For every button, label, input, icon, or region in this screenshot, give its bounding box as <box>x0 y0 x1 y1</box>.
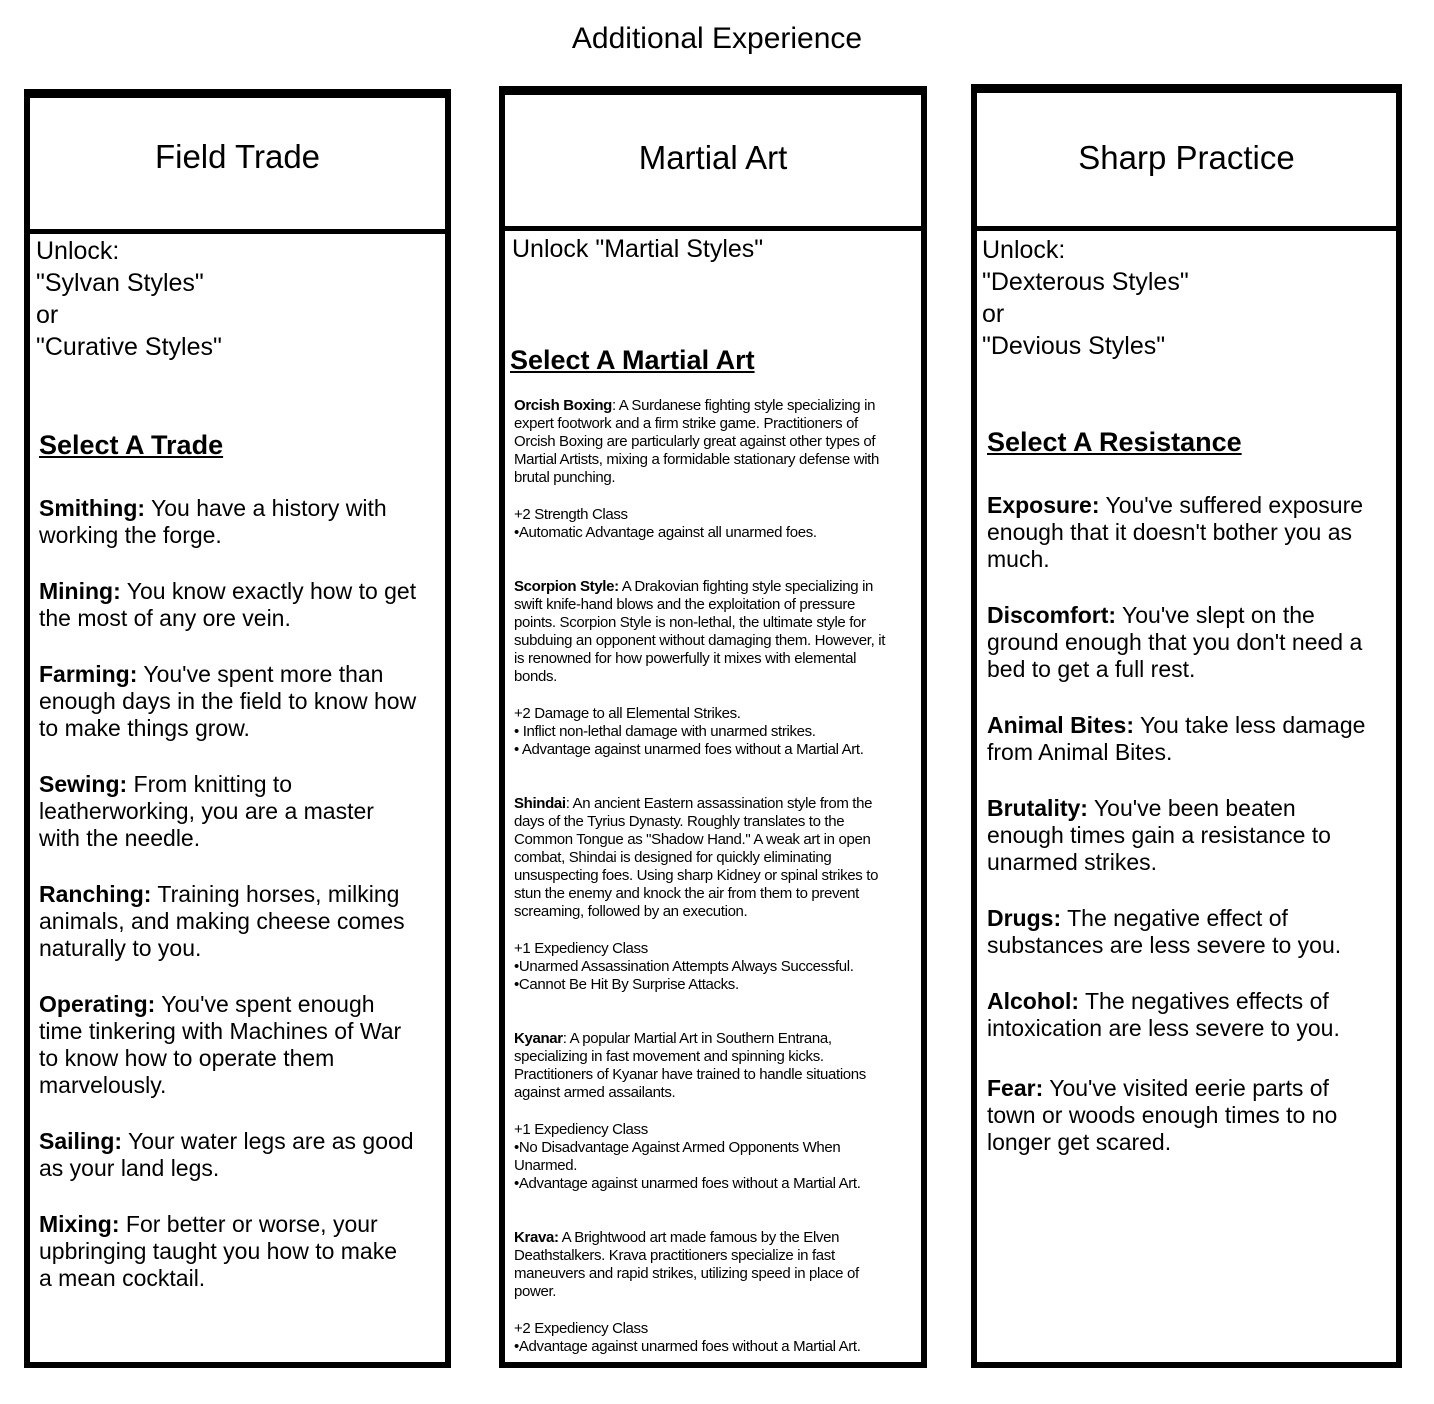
entry-description: You've spent enough time tinkering with Machines of War to know how to operate them marvelously. <box>39 991 402 1098</box>
entry-description: From knitting to leatherworking, you are a master with the needle. <box>39 771 374 851</box>
entry-description: : A Surdanese fighting style specializing in expert footwork and a firm strike game. Practitioners of Orcish Boxing are particularly great against other types of Martial Artists, mixing a formidable stationary defense with brutal punching. <box>514 397 879 486</box>
card-header <box>30 98 445 234</box>
martial-art-entry <box>514 1229 859 1301</box>
entry-description: Training horses, milking animals, and making cheese comes naturally to you. <box>39 881 405 961</box>
entry-description: You take less damage from Animal Bites. <box>987 712 1366 765</box>
entry-name: Drugs: <box>987 905 1062 931</box>
entry-name: Shindai <box>514 795 566 812</box>
entry-description: Your water legs are as good as your land legs. <box>39 1128 414 1181</box>
entry-name: Sewing: <box>39 771 128 797</box>
unlock-text: Unlock: "Sylvan Styles" or "Curative Styles" <box>36 237 222 361</box>
entry-name: Discomfort: <box>987 602 1117 628</box>
martial-art-entry <box>514 795 878 921</box>
card-title: Martial Art <box>638 139 788 176</box>
entry-description: A Drakovian fighting style specializing in swift knife-hand blows and the exploitation of pressure points. Scorpion Style is non-lethal, the ultimate style for subduing an opponent without damaging them. However, it is renowned for how powerfully it mixes with elemental bonds. <box>514 578 886 685</box>
entry-description: You've visited eerie parts of town or woods enough times to no longer get scared. <box>987 1075 1338 1155</box>
martial-art-entry <box>514 397 879 487</box>
martial-art-bonus: +2 Damage to all Elemental Strikes. • Inflict non-lethal damage with unarmed strikes. • Advantage against unarmed foes without a Martial Art. <box>514 705 864 758</box>
entry-description: You've spent more than enough days in the field to know how to make things grow. <box>39 661 417 741</box>
entry-name: Mining: <box>39 578 121 604</box>
martial-art-bonus: +2 Expediency Class •Advantage against unarmed foes without a Martial Art. <box>514 1320 861 1355</box>
entry-name: Alcohol: <box>987 988 1079 1014</box>
entry-name: Ranching: <box>39 881 152 907</box>
martial-art-entry <box>514 578 885 686</box>
entry-name: Operating: <box>39 991 156 1017</box>
section-heading: Select A Resistance <box>987 427 1242 457</box>
martial-art-bonus: +1 Expediency Class •Unarmed Assassination Attempts Always Successful. •Cannot Be Hit By Surprise Attacks. <box>514 940 854 993</box>
entry-name: Fear: <box>987 1075 1044 1101</box>
entry-name: Sailing: <box>39 1128 123 1154</box>
entry-name: Animal Bites: <box>987 712 1134 738</box>
entry-name: Brutality: <box>987 795 1088 821</box>
trade-entry <box>39 771 374 852</box>
trade-entry <box>39 578 416 632</box>
unlock-text: Unlock: "Dexterous Styles" or "Devious Styles" <box>982 236 1189 360</box>
entry-description: You know exactly how to get the most of any ore vein. <box>39 578 417 631</box>
resistance-entry <box>987 795 1331 876</box>
martial-art-entry <box>514 1030 866 1102</box>
entry-description: : A popular Martial Art in Southern Entrana, specializing in fast movement and spinning kicks. Practitioners of Kyanar have trained to handle situations against armed assailants. <box>514 1030 866 1101</box>
martial-art-bonus: +1 Expediency Class •No Disadvantage Against Armed Opponents When Unarmed. •Advantage against unarmed foes without a Martial Art. <box>514 1121 861 1192</box>
trade-entry <box>39 661 416 742</box>
resistance-entry <box>987 988 1340 1042</box>
unlock-text: Unlock "Martial Styles" <box>512 235 764 263</box>
entry-name: Smithing: <box>39 495 146 521</box>
entry-name: Exposure: <box>987 492 1100 518</box>
entry-name: Scorpion Style: <box>514 578 619 595</box>
resistance-entry <box>987 602 1362 683</box>
entry-name: Krava: <box>514 1229 559 1246</box>
resistance-entry <box>987 492 1363 573</box>
entry-description: The negatives effects of intoxication are less severe to you. <box>987 988 1340 1041</box>
entry-description: For better or worse, your upbringing taught you how to make a mean cocktail. <box>39 1211 398 1291</box>
entry-description: A Brightwood art made famous by the Elven Deathstalkers. Krava practitioners specialize in fast maneuvers and rapid strikes, utilizing speed in place of power. <box>514 1229 859 1300</box>
resistance-entry <box>987 712 1365 766</box>
card-title: Field Trade <box>154 138 321 175</box>
entry-name: Farming: <box>39 661 138 687</box>
entry-description: : An ancient Eastern assassination style from the days of the Tyrius Dynasty. Roughly translates to the Common Tongue as "Shadow Hand." A weak art in open combat, Shindai is designed for quickly eliminating unsuspecting foes. Using sharp Kidney or spinal strikes to stun the enemy and knock the air from them to prevent screaming, followed by an execution. <box>514 795 879 920</box>
entry-description: You have a history with working the forge. <box>39 495 387 548</box>
entry-name: Kyanar <box>514 1030 563 1047</box>
card-header <box>977 93 1396 231</box>
entry-description: You've suffered exposure enough that it doesn't bother you as much. <box>987 492 1364 572</box>
page-title: Additional Experience <box>571 22 863 55</box>
trade-entry <box>39 1211 397 1292</box>
martial-art-bonus: +2 Strength Class •Automatic Advantage against all unarmed foes. <box>514 506 817 541</box>
resistance-entry <box>987 1075 1337 1156</box>
entry-description: The negative effect of substances are less severe to you. <box>987 905 1342 958</box>
entry-description: You've been beaten enough times gain a resistance to unarmed strikes. <box>987 795 1331 875</box>
trade-entry <box>39 881 405 962</box>
entry-description: You've slept on the ground enough that you don't need a bed to get a full rest. <box>987 602 1363 682</box>
entry-name: Orcish Boxing <box>514 397 612 414</box>
section-heading: Select A Martial Art <box>510 345 755 375</box>
card-title: Sharp Practice <box>1078 139 1295 176</box>
entry-name: Mixing: <box>39 1211 120 1237</box>
card-header <box>505 95 921 231</box>
trade-entry <box>39 1128 414 1182</box>
section-heading: Select A Trade <box>39 430 224 460</box>
resistance-entry <box>987 905 1341 959</box>
trade-entry <box>39 991 401 1099</box>
trade-entry <box>39 495 387 549</box>
